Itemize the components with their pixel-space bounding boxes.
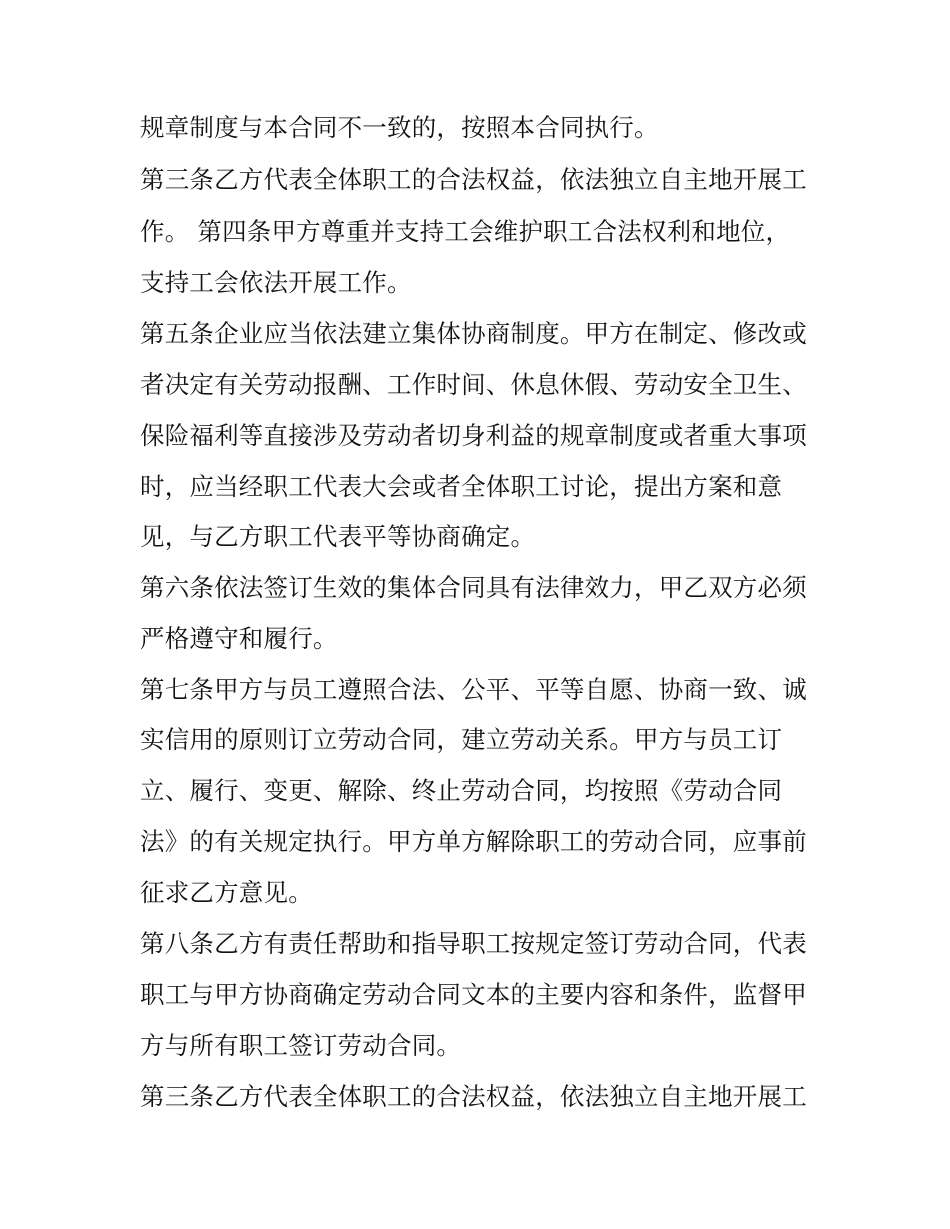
text-line: 第三条乙方代表全体职工的合法权益，依法独立自主地开展工 [140, 1082, 807, 1111]
text-line: 第三条乙方代表全体职工的合法权益，依法独立自主地开展工 [140, 165, 807, 194]
text-line: 时，应当经职工代表大会或者全体职工讨论，提出方案和意 [140, 472, 783, 501]
text-line: 者决定有关劳动报酬、工作时间、休息休假、劳动安全卫生、 [140, 370, 807, 399]
text-line: 职工与甲方协商确定劳动合同文本的主要内容和条件，监督甲 [140, 980, 807, 1009]
text-line: 见，与乙方职工代表平等协商确定。 [140, 522, 536, 551]
text-line: 方与所有职工签订劳动合同。 [140, 1031, 462, 1060]
text-line: 第七条甲方与员工遵照合法、公平、平等自愿、协商一致、诚 [140, 675, 807, 704]
text-line: 实信用的原则订立劳动合同，建立劳动关系。甲方与员工订 [140, 725, 783, 754]
text-line: 严格遵守和履行。 [140, 624, 338, 653]
text-line: 立、履行、变更、解除、终止劳动合同，均按照《劳动合同 [140, 776, 783, 805]
text-line: 第五条企业应当依法建立集体协商制度。甲方在制定、修改或 [140, 319, 807, 348]
text-line: 作。 第四条甲方尊重并支持工会维护职工合法权利和地位， [140, 217, 791, 246]
text-line: 法》的有关规定执行。甲方单方解除职工的劳动合同，应事前 [140, 827, 807, 856]
text-line: 征求乙方意见。 [140, 878, 313, 907]
text-line: 第八条乙方有责任帮助和指导职工按规定签订劳动合同，代表 [140, 929, 807, 958]
text-line: 支持工会依法开展工作。 [140, 268, 412, 297]
text-line: 规章制度与本合同不一致的，按照本合同执行。 [140, 113, 659, 142]
text-line: 保险福利等直接涉及劳动者切身利益的规章制度或者重大事项 [140, 421, 807, 450]
text-line: 第六条依法签订生效的集体合同具有法律效力，甲乙双方必须 [140, 573, 807, 602]
